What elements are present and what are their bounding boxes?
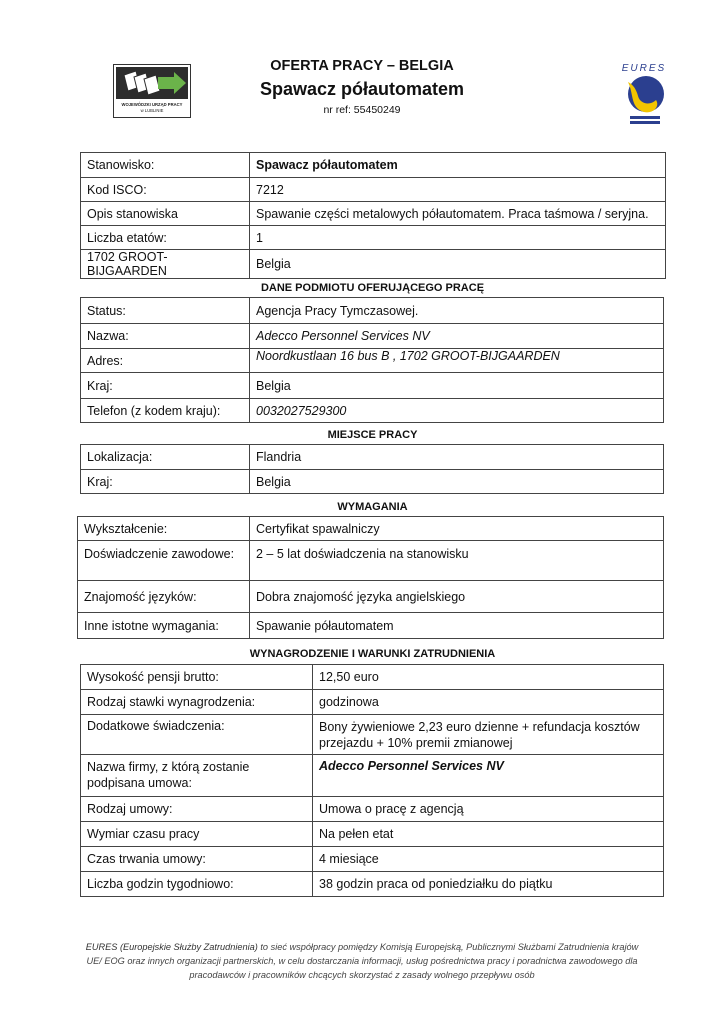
- row-label: Liczba etatów:: [81, 226, 250, 250]
- row-label: Czas trwania umowy:: [81, 847, 313, 872]
- row-value: Belgia: [250, 470, 664, 494]
- table-row: [78, 581, 664, 613]
- row-value: 12,50 euro: [313, 665, 664, 690]
- row-value: Bony żywieniowe 2,23 euro dzienne + refundacja kosztów przejazdu + 10% premii zmianowej: [313, 715, 664, 755]
- table-row: [81, 715, 664, 755]
- table-row: [78, 517, 664, 541]
- row-label: Rodzaj stawki wynagrodzenia:: [81, 690, 313, 715]
- table-row: [81, 872, 664, 897]
- footer-text: to sieć współpracy pomiędzy Komisją Europejską, Publicznymi Służbami Zatrudnienia krajów UE/ EOG oraz innych organizacji partnerskich, w celu dostarczania informacji, usług pośrednictwa pracy i poradnictwa zawodowego dla pracodawców i pracowników chcących skorzystać z zasady wolnego przepływu osób: [86, 942, 639, 980]
- table-row: [81, 153, 666, 178]
- row-label: Inne istotne wymagania:: [78, 613, 250, 639]
- section-heading-workplace: MIEJSCE PRACY: [327, 429, 418, 441]
- table-row: [81, 690, 664, 715]
- footer-org: EURES (Europejskie Służby Zatrudnienia): [85, 942, 258, 952]
- row-value: Spawanie półautomatem: [250, 613, 664, 639]
- row-label: Dodatkowe świadczenia:: [81, 715, 313, 755]
- reference-number: nr ref: 55450249: [323, 104, 401, 116]
- row-value: 4 miesiące: [313, 847, 664, 872]
- row-label: Telefon (z kodem kraju):: [81, 399, 250, 423]
- row-value: 1: [250, 226, 666, 250]
- svg-text:EURES: EURES: [621, 63, 667, 74]
- table-row: [81, 202, 666, 226]
- table-row: [81, 226, 666, 250]
- row-value: Noordkustlaan 16 bus B , 1702 GROOT-BIJGAARDEN: [250, 349, 664, 373]
- row-label: Kraj:: [81, 470, 250, 494]
- table-row: [81, 399, 664, 423]
- row-label: Opis stanowiska: [81, 202, 250, 226]
- row-label: Stanowisko:: [81, 153, 250, 178]
- row-value: 0032027529300: [250, 399, 664, 423]
- section-heading-salary: WYNAGRODZENIE I WARUNKI ZATRUDNIENIA: [249, 648, 496, 660]
- wup-logo: [113, 64, 191, 118]
- row-value: Flandria: [250, 445, 664, 470]
- row-value: Agencja Pracy Tymczasowej.: [250, 298, 664, 324]
- row-value: Adecco Personnel Services NV: [313, 755, 664, 797]
- row-value: godzinowa: [313, 690, 664, 715]
- employer-table: [80, 297, 664, 423]
- table-row: [81, 665, 664, 690]
- wup-logo-graphic: [114, 65, 190, 117]
- row-value: Na pełen etat: [313, 822, 664, 847]
- section-heading-requirements: WYMAGANIA: [337, 501, 408, 513]
- row-label: Liczba godzin tygodniowo:: [81, 872, 313, 897]
- row-value: 7212: [250, 178, 666, 202]
- eures-logo-graphic: [616, 60, 670, 126]
- table-row: [81, 445, 664, 470]
- row-value: Certyfikat spawalniczy: [250, 517, 664, 541]
- table-row: [81, 373, 664, 399]
- row-label: Adres:: [81, 349, 250, 373]
- row-label: Wykształcenie:: [78, 517, 250, 541]
- requirements-table: [77, 516, 664, 639]
- table-row: [81, 324, 664, 349]
- svg-text:WOJEWÓDZKI URZĄD PRACY: WOJEWÓDZKI URZĄD PRACY: [121, 102, 183, 107]
- row-value: Adecco Personnel Services NV: [250, 324, 664, 349]
- table-row: [78, 541, 664, 581]
- row-value: Spawacz półautomatem: [250, 153, 666, 178]
- table-row: [81, 178, 666, 202]
- row-label: Kraj:: [81, 373, 250, 399]
- row-label: Rodzaj umowy:: [81, 797, 313, 822]
- section-heading-employer: DANE PODMIOTU OFERUJĄCEGO PRACĘ: [260, 282, 485, 294]
- row-label: Status:: [81, 298, 250, 324]
- footer-note: [80, 940, 644, 982]
- row-label: Kod ISCO:: [81, 178, 250, 202]
- row-label: Nazwa firmy, z którą zostanie podpisana umowa:: [81, 755, 313, 797]
- table-row: [81, 250, 666, 279]
- row-value: Dobra znajomość języka angielskiego: [250, 581, 664, 613]
- row-label: Wysokość pensji brutto:: [81, 665, 313, 690]
- table-row: [81, 822, 664, 847]
- row-label: 1702 GROOT-BIJGAARDEN: [81, 250, 250, 279]
- table-row: [81, 797, 664, 822]
- row-value: Belgia: [250, 373, 664, 399]
- table-row: [81, 349, 664, 373]
- row-label: Lokalizacja:: [81, 445, 250, 470]
- table-row: [81, 847, 664, 872]
- row-label: Znajomość języków:: [78, 581, 250, 613]
- row-value: 38 godzin praca od poniedziałku do piątku: [313, 872, 664, 897]
- row-value: Belgia: [250, 250, 666, 279]
- row-label: Doświadczenie zawodowe:: [78, 541, 250, 581]
- table-row: [78, 613, 664, 639]
- job-title: Spawacz półautomatem: [259, 79, 465, 99]
- row-value: Spawanie części metalowych półautomatem. Praca taśmowa / seryjna.: [250, 202, 666, 226]
- table-row: [81, 470, 664, 494]
- row-value: Umowa o pracę z agencją: [313, 797, 664, 822]
- row-label: Wymiar czasu pracy: [81, 822, 313, 847]
- table-row: [81, 298, 664, 324]
- row-label: Nazwa:: [81, 324, 250, 349]
- eures-logo: [616, 60, 670, 126]
- document-title: OFERTA PRACY – BELGIA: [270, 58, 454, 74]
- table-row: [81, 755, 664, 797]
- salary-table: [80, 664, 664, 897]
- workplace-table: [80, 444, 664, 494]
- svg-text:w LUBLINIE: w LUBLINIE: [140, 108, 164, 113]
- row-value: 2 – 5 lat doświadczenia na stanowisku: [250, 541, 664, 581]
- job-info-table: [80, 152, 666, 279]
